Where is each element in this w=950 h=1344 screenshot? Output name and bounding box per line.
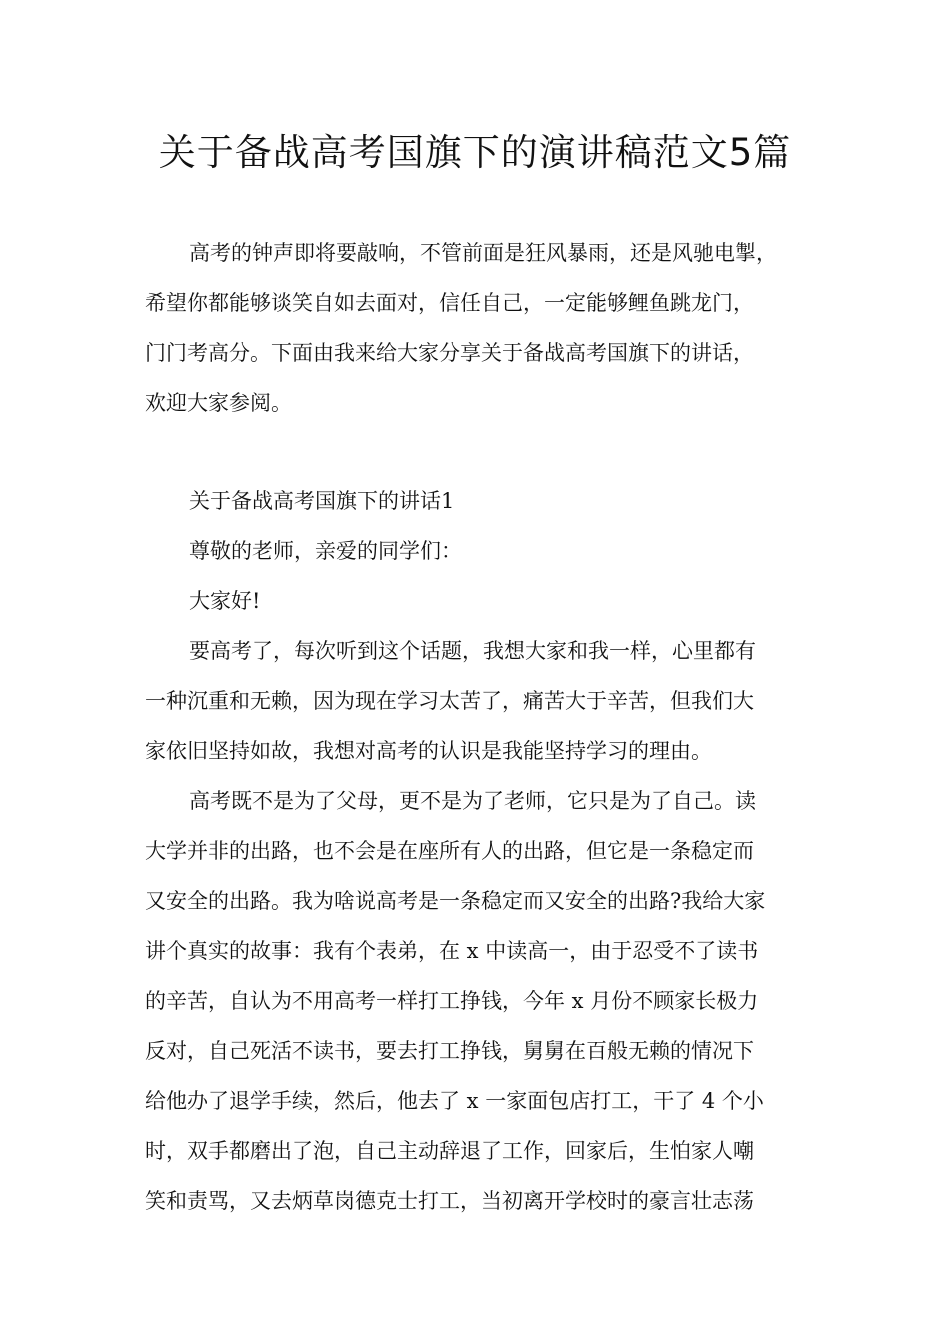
section-heading: 关于备战高考国旗下的讲话1 xyxy=(189,489,455,513)
paragraph-line: 给他办了退学手续，然后，他去了 x 一家面包店打工，干了 4 个小 xyxy=(145,1089,764,1113)
greeting: 大家好! xyxy=(189,589,261,613)
document-title: 关于备战高考国旗下的演讲稿范文5篇 xyxy=(158,131,792,174)
paragraph-line: 的辛苦，自认为不用高考一样打工挣钱，今年 x 月份不顾家长极力 xyxy=(145,989,759,1013)
intro-paragraph xyxy=(145,228,825,428)
paragraph-line: 时，双手都磨出了泡，自己主动辞退了工作，回家后，生怕家人嘲 xyxy=(145,1139,754,1163)
paragraph-2 xyxy=(145,776,825,1226)
intro-line: 欢迎大家参阅。 xyxy=(145,391,292,415)
paragraph-line: 反对，自己死活不读书，要去打工挣钱，舅舅在百般无赖的情况下 xyxy=(145,1039,754,1063)
paragraph-line: 又安全的出路。我为啥说高考是一条稳定而又安全的出路?我给大家 xyxy=(145,889,766,913)
section-heading-block xyxy=(145,476,825,526)
paragraph-line: 要高考了，每次听到这个话题，我想大家和我一样，心里都有 xyxy=(189,639,756,663)
paragraph-line: 高考既不是为了父母，更不是为了老师，它只是为了自己。读 xyxy=(189,789,756,813)
paragraph-line: 大学并非的出路，也不会是在座所有人的出路，但它是一条稳定而 xyxy=(145,839,754,863)
paragraph-line: 笑和责骂，又去炳草岗德克士打工，当初离开学校时的豪言壮志荡 xyxy=(145,1189,754,1213)
intro-line: 高考的钟声即将要敲响，不管前面是狂风暴雨，还是风驰电掣， xyxy=(189,241,777,265)
intro-line: 希望你都能够谈笑自如去面对，信任自己，一定能够鲤鱼跳龙门， xyxy=(145,291,754,315)
paragraph-line: 讲个真实的故事：我有个表弟，在 x 中读高一，由于忍受不了读书 xyxy=(145,939,759,963)
paragraph-line: 一种沉重和无赖，因为现在学习太苦了，痛苦大于辛苦，但我们大 xyxy=(145,689,754,713)
salutation-block xyxy=(145,526,825,576)
intro-line: 门门考高分。下面由我来给大家分享关于备战高考国旗下的讲话， xyxy=(145,341,754,365)
paragraph-1 xyxy=(145,626,825,776)
greeting-block xyxy=(145,576,825,626)
salutation: 尊敬的老师，亲爱的同学们： xyxy=(189,539,462,563)
paragraph-line: 家依旧坚持如故，我想对高考的认识是我能坚持学习的理由。 xyxy=(145,739,712,763)
